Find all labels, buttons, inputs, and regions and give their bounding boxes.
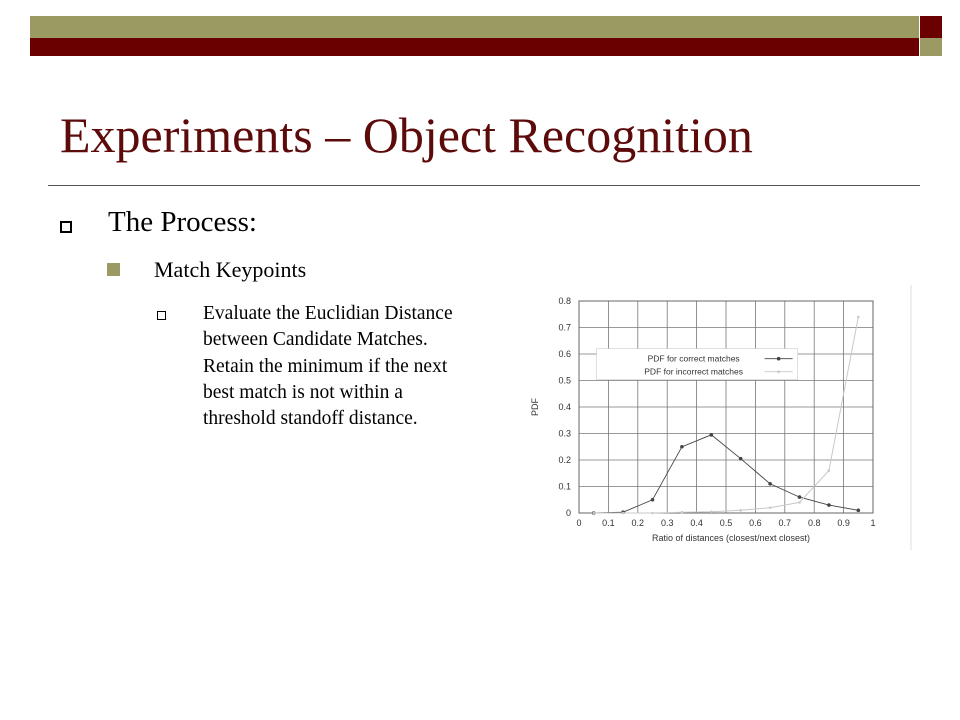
- series-point-2: [857, 316, 860, 319]
- x-tick-label: 0.7: [778, 518, 792, 528]
- series-point-1: [739, 457, 743, 461]
- bullet-level3: Evaluate the Euclidian Distance between Candidate Matches. Retain the minimum if the next best match is not within a threshold standoff distance.: [203, 303, 453, 430]
- title-divider: [48, 185, 920, 186]
- series-point-2: [622, 512, 625, 515]
- legend-swatch-marker: [777, 357, 781, 361]
- x-tick-label: 0.4: [690, 518, 703, 528]
- slide-title: Experiments – Object Recognition: [60, 107, 753, 163]
- legend-label: PDF for incorrect matches: [644, 366, 744, 377]
- x-axis-label: Ratio of distances (closest/next closest): [651, 533, 811, 543]
- chart-grid: [579, 301, 873, 513]
- series-point-2: [651, 512, 654, 515]
- y-tick-label: 0.1: [558, 481, 571, 492]
- legend-swatch-marker: [777, 370, 780, 373]
- x-tick-label: 1: [870, 518, 876, 528]
- y-tick-label: 0.8: [558, 296, 571, 306]
- y-tick-label: 0.2: [558, 455, 571, 465]
- small-hollow-square-bullet-icon: [157, 311, 166, 320]
- pdf-chart: [520, 285, 912, 550]
- x-tick-label: 0.3: [660, 518, 674, 528]
- corner-block-olive: [920, 38, 942, 56]
- series-point-2: [592, 512, 595, 515]
- legend-label: PDF for correct matches: [647, 353, 740, 364]
- series-point-2: [681, 511, 684, 514]
- y-axis-label: PDF: [530, 398, 540, 416]
- header-bar-olive: [30, 16, 919, 38]
- y-tick-label: 0.3: [558, 428, 571, 439]
- y-tick-label: 0.5: [558, 375, 571, 386]
- series-point-1: [680, 445, 684, 449]
- y-tick-label: 0.6: [558, 349, 571, 359]
- series-point-2: [739, 509, 742, 512]
- hollow-square-bullet-icon: [60, 221, 72, 233]
- x-tick-label: 0.6: [749, 518, 762, 528]
- x-tick-labels: [576, 518, 875, 528]
- series-point-1: [710, 433, 714, 437]
- x-tick-label: 0.5: [719, 518, 733, 528]
- x-tick-label: 0.9: [837, 518, 850, 528]
- y-tick-label: 0.7: [558, 322, 571, 333]
- filled-square-bullet-icon: [107, 263, 120, 276]
- series-point-2: [828, 469, 831, 472]
- pdf-chart-svg: [520, 285, 912, 550]
- x-tick-label: 0.2: [631, 518, 645, 528]
- y-tick-label: 0.4: [558, 402, 571, 412]
- series-point-1: [768, 482, 772, 486]
- series-point-1: [857, 509, 861, 513]
- series-point-2: [798, 501, 801, 504]
- series-point-1: [827, 503, 831, 507]
- corner-block-dark-red: [920, 16, 942, 38]
- series-point-2: [710, 510, 713, 513]
- bullet-level1: The Process:: [108, 206, 257, 238]
- series-point-1: [651, 498, 655, 502]
- series-point-1: [798, 495, 802, 499]
- x-tick-label: 0.1: [602, 518, 615, 528]
- series-point-2: [769, 506, 772, 509]
- x-tick-label: 0: [576, 518, 582, 528]
- bullet-level2: Match Keypoints: [154, 257, 307, 282]
- chart-legend: [597, 349, 798, 380]
- y-tick-label: 0: [565, 508, 571, 518]
- y-tick-labels: [558, 296, 571, 518]
- x-tick-label: 0.8: [807, 518, 821, 528]
- header-bar-dark-red: [30, 38, 919, 56]
